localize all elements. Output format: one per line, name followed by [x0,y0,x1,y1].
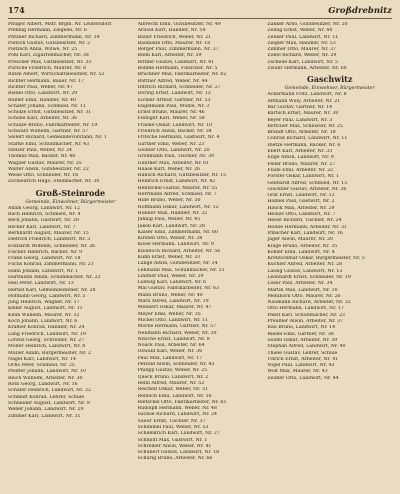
directory-entry: Noack Paul, Arbeiter, Nr. 64 [137,343,205,349]
directory-entry: Köhler Emil, Landwirt, Nr. 4 [267,249,335,255]
directory-entry: Lehmann Max, Schuhmacher, Nr. 51 [137,267,225,273]
entry-list [267,22,392,72]
directory-entry: Heinrich Ernst, Landwirt, Nr. 42 [137,179,216,185]
directory-entry: Thomas Max, Bäcker, Nr. 48 [8,154,76,160]
directory-entry: Günther Max, Arbeiter, Nr. 61 [137,160,210,166]
directory-entry: Bach Heinrich, Schmied, Nr. 4 [8,212,81,218]
directory-entry: Altmann Willy, Arbeiter, Nr. 21 [267,98,341,104]
directory-entry: Conrad Richard, Landwirt, Nr. 11 [267,136,348,142]
directory-entry: Schimmel Paul, Weber, Nr. 53 [137,425,209,430]
directory-entry: Reichelt Oskar, Weber, Nr. 31 [137,387,208,393]
directory-entry: Hauck Max, Arbeiter, Nr. 29 [267,205,335,211]
directory-entry: Ebert Karl, Arbeiter, Nr. 33 [267,149,333,155]
directory-entry: Lindner Paul, Weber, Nr. 29 [137,273,204,279]
directory-entry: Höhne Hermann, Arbeiter, Nr. 31 [267,224,347,230]
directory-entry: Müller Adam, Bürgermeister, Nr. 2 [8,350,91,356]
directory-entry: Pflüger Albert, Mstr. Brgm. Nr. Leutersdorf [8,22,112,27]
directory-entry: Oswald Karl, Weber, Nr. 36 [137,349,203,355]
directory-entry: Ochs Peter, Schmied, Nr. 25 [8,363,75,369]
directory-entry: Herrmann Alfred, Schmied, Nr. 7 [137,192,217,198]
directory-entry: Friedrich Alwin, Bäcker, Nr. 34 [137,129,212,135]
directory-entry: Adam Georg, Landwirt, Nr. 12 [8,205,80,211]
directory-entry: Hübner Max, Händler, Nr. 32 [137,210,208,216]
directory-entry: Krämer Konrad, Händler, Nr. 24 [8,325,85,331]
directory-entry: Feller Bruno, Maurer, Nr. 27 [267,161,336,167]
directory-entry: Sauer Ernst, Tischler, Nr. 37 [137,418,206,424]
directory-entry: Arnold Kurt, Händler, Nr. 54 [137,28,206,34]
directory-entry: Förster Oskar, Landwirt, Nr. 1 [267,174,340,180]
directory-entry: Philipp Gustav, Weber, Nr. 25 [137,368,208,374]
directory-entry: Bernhardt August, Maurer, Nr. 15 [8,230,89,236]
directory-entry: Richter Hermann, Bauer, Nr. 17 [8,78,84,84]
directory-entry: Schwarz Wilhelm, Gärtner, Nr. 57 [8,129,89,135]
directory-entry: Irmscher Karl, Landwirt, Nr. 16 [267,230,343,236]
directory-entry: Bär Gustav, Gärtner, Nr. 14 [267,104,333,110]
directory-entry: Pfitzner Richard, Zimmermann, Nr. 14 [8,34,100,40]
directory-entry: Hentschel Gustav, Maurer, Nr. 55 [137,185,218,191]
directory-entry: Löser Paul, Arbeiter, Nr. 34 [267,281,333,287]
directory-entry: Büttner Alfred, Weber, Nr. 44 [137,78,208,84]
directory-entry: Zänker Arno, Gutsbesitzer, Nr. 20 [267,22,348,27]
directory-entry: Ziegler Max, Händler, Nr. 53 [267,40,336,46]
entry-list [267,92,392,382]
directory-entry: Möller Heinrich, Landwirt, Nr. 8 [8,344,86,350]
directory-entry: Herbst Karl, Gemeindediener, Nr. 28 [8,287,96,293]
directory-entry: Rätze Albert, Wirtschaftsbesitzer, Nr. 52 [8,72,105,78]
directory-entry: Albrecht Emil, Gutsbesitzer, Nr. 49 [137,22,221,27]
column-3 [267,22,392,492]
directory-entry: Hoffmann Oskar, Landwirt, Nr. 12 [137,204,219,210]
directory-entry: Queck Bruno, Landwirt, Nr. 2 [137,374,209,380]
directory-entry: Brandt Otto, Arbeiter, Nr. 18 [267,130,336,136]
directory-entry: Richter Paul, Weber, Nr. 47 [8,84,73,90]
directory-entry: Zscheile Karl, Landwirt, Nr. 5 [267,59,339,65]
directory-entry: Frank Georg, Landwirt, Nr. 18 [8,256,81,262]
directory-entry: Otto Hermann, Landwirt, Nr. 17 [267,306,344,312]
column-2 [138,22,263,492]
directory-entry: Pietsch Gustav, Gutsbesitzer, Nr. 2 [8,40,91,46]
directory-entry: Eckhardt Wilhelm, Schneider, Nr. 26 [8,243,96,249]
directory-entry: Ackermann Fritz, Landwirt, Nr. 8 [267,92,347,98]
directory-entry: Pabst Karl, Schuhmacher, Nr. 23 [267,312,345,318]
directory-entry: Dittrich Richard, Schneider, Nr. 27 [137,84,221,90]
directory-entry: Naumann Richard, Arbeiter, Nr. 32 [267,300,351,306]
directory-entry: Heinze Otto, Landwirt, Nr. 7 [267,212,336,218]
columns [8,22,392,492]
page-running-title: Großdrebnitz [328,6,392,16]
directory-entry: Pursche Friedrich, Maurer, Nr. 8 [8,66,86,72]
section-subtitle: Gemeinde, Einwohner, Bürgermeister [25,199,116,205]
directory-entry: Kirsten Otto, Weber, Nr. 38 [137,236,203,242]
directory-entry: Schäfer Heinrich, Landwirt, Nr. 22 [8,388,91,394]
section-title: Groß-Steinrode [35,187,106,198]
directory-entry: Klein Wilhelm, Maurer, Nr. 32 [8,312,80,318]
directory-entry: Grohmann Paul, Tischler, Nr. 39 [137,154,214,160]
directory-entry: Rößler Emil, Händler, Nr. 40 [8,97,76,103]
directory-entry: Baumann Otto, Maurer, Nr. 18 [137,40,211,46]
directory-entry: Riedel Emil, Gärtner, Nr. 38 [267,331,334,337]
directory-entry: Zimmer Otto, Maurer, Nr. 37 [267,47,337,53]
directory-entry: Nagel Karl, Landwirt, Nr. 14 [8,356,76,362]
section-subtitle: Gemeinde, Einwohner, Bürgermeister [284,86,375,92]
directory-entry: Mai Gustav, Fabrikarbeiter, Nr. 63 [137,286,219,292]
directory-entry: Gebhardt Alfred, Schmied, Nr. 15 [267,180,348,186]
directory-entry: Geißler Otto, Landwirt, Nr. 20 [137,147,210,153]
directory-entry: Jung Heinrich, Wagner, Nr. 17 [8,300,80,306]
directory-entry: Mörbe Hermann, Gärtner, Nr. 57 [137,324,217,330]
directory-entry: Paul Max, Landwirt, Nr. 17 [137,355,202,361]
directory-entry: Kluge Bruno, Arbeiter, Nr. 35 [267,243,338,249]
directory-entry: Eichler Arthur, Gärtner, Nr. 53 [137,97,211,103]
directory-entry: Preußler Alwin, Arbeiter, Nr. 37 [267,319,344,325]
directory-entry: Seidel Oskar, Arbeiter, Nr. 39 [267,337,338,343]
directory-entry: Bauer Friedrich, Weber, Nr. 21 [137,34,212,40]
directory-entry: Jäger Alwin, Maurer, Nr. 20 [267,237,334,243]
directory-entry: Heil Peter, Landwirt, Nr. 13 [8,281,74,287]
directory-entry: Schulze Bruno, Fabrikarbeiter, Nr. 19 [8,122,98,128]
directory-entry: Roth Georg, Landwirt, Nr. 16 [8,382,78,388]
directory-entry: Jakob Karl, Landwirt, Nr. 28 [137,223,205,229]
directory-entry: Böhme Hermann, Fleischer, Nr. 5 [137,66,218,72]
directory-entry: Mehlhorn Otto, Maurer, Nr. 26 [267,293,341,299]
directory-entry: Brückner Max, Fabrikarbeiter, Nr. 62 [137,72,227,78]
directory-entry: Kretzschmar Oskar, Bürgermeister, Nr. 5 [267,256,365,262]
directory-entry: Knobloch Richard, Arbeiter, Nr. 56 [137,248,221,254]
column-1 [8,22,133,492]
directory-entry: Lange Alwin, Gutsbesitzer, Nr. 14 [137,261,218,267]
directory-entry: Hartmann Adam, Schuhmacher, Nr. 23 [8,274,101,280]
directory-entry: Fritsche Hermann, Gastwirt, Nr. 4 [137,135,220,141]
directory-entry: Thiele Gustav, Lehrer, Schule [267,350,338,356]
directory-entry: Schneider August, Landwirt, Nr. 9 [8,400,90,406]
entry-list [8,22,133,186]
directory-entry: Zobel Richard, Weber, Nr. 29 [267,53,337,59]
directory-entry: Nitsche Ernst, Landwirt, Nr. 8 [137,336,210,342]
directory-entry: Starke Emil, Schuhmacher, Nr. 43 [8,141,90,147]
entry-list [8,206,133,420]
directory-entry: Michel Otto, Landwirt, Nr. 11 [137,317,209,323]
directory-entry: Koch Johann, Landwirt, Nr. 6 [8,319,78,325]
directory-entry: Ernst Bruno, Maurer, Nr. 46 [137,110,205,116]
directory-entry: Lorenz Georg, Schreiner, Nr. 27 [8,337,85,343]
directory-entry: Rudolph Hermann, Weber, Nr. 48 [137,406,217,412]
directory-entry: Berger Paul, Zimmermann, Nr. 37 [137,47,219,53]
directory-entry: Flade Emil, Arbeiter, Nr. 22 [267,167,334,173]
directory-entry: Schöne Karl, Arbeiter, Nr. 36 [8,116,78,122]
directory-entry: Ludwig Karl, Landwirt, Nr. 6 [137,280,207,286]
directory-entry: Böttcher Max, Schlosser, Nr. 25 [267,123,343,129]
directory-entry: Kaiser Emil, Zimmermann, Nr. 60 [137,229,218,235]
directory-entry: Schreiber Alwin, Weber, Nr. 41 [137,443,212,449]
directory-entry: Glöckner Gustav, Arbeiter, Nr. 36 [267,186,347,192]
directory-entry: Franke Oskar, Landwirt, Nr. 10 [137,122,212,128]
directory-entry: Zeibig Ernst, Weber, Nr. 44 [267,28,333,34]
directory-entry: Klose Hermann, Landwirt, Nr. 9 [137,242,214,248]
directory-entry: Ullrich Ernst, Arbeiter, Nr. 41 [267,356,339,362]
directory-entry: Dietze Hermann, Bäcker, Nr. 6 [267,142,341,148]
directory-entry: Meyer Emil, Weber, Nr. 35 [137,311,201,317]
directory-entry: Fiebiger Karl, Weber, Nr. 58 [137,116,205,122]
directory-entry: Beyer Paul, Landwirt, Nr. 3 [267,117,333,123]
directory-entry: Riedel Otto, Landwirt, Nr. 29 [8,91,78,97]
directory-entry: Rau Bruno, Landwirt, Nr. 14 [267,325,336,331]
section-title: Gaschwitz [306,74,353,85]
directory-entry: Schubert Gustav, Landwirt, Nr. 18 [137,450,220,456]
directory-entry: Vogel Paul, Landwirt, Nr. 42 [267,363,335,369]
directory-entry: Hähnel Paul, Gastwirt, Nr. 2 [267,199,335,205]
directory-entry: Bartsch Ernst, Maurer, Nr. 30 [267,111,339,117]
directory-entry: Rentsch Emil, Landwirt, Nr. 16 [137,393,212,399]
directory-entry: Enge Alwin, Landwirt, Nr. 9 [267,155,334,161]
directory-entry: Reich Wilhelm, Arbeiter, Nr. 30 [8,375,83,381]
directory-entry: Walter Alwin, Gutsbesitzer, Nr. 22 [8,166,89,172]
directory-entry: Biehl Karl, Arbeiter, Nr. 59 [137,53,202,59]
directory-entry: Petzold Alwin, Schneider, Nr. 43 [137,362,215,368]
directory-entry: Mann Bruno, Weber, Nr. 40 [137,292,203,298]
page-number: 174 [8,5,25,15]
directory-entry: Leonhardt Ernst, Schneider, Nr. 19 [267,274,351,280]
directory-entry: Rehn Alfred, Maurer, Nr. 52 [137,380,205,386]
directory-entry: Zwahr Hermann, Arbeiter, Nr. 60 [267,66,347,72]
directory-entry: Bittner Gustav, Landwirt, Nr. 41 [137,59,215,65]
directory-entry: Jähnig Paul, Weber, Nr. 45 [137,217,201,223]
directory-entry: Weise Otto, Schneider, Nr. 16 [8,173,79,179]
directory-entry: Hahn Johann, Landwirt, Nr. 1 [8,268,79,274]
directory-entry: Pohl Karl, Zigarrenmacher, Nr. 38 [8,53,89,59]
directory-entry: Mehnert Oskar, Maurer, Nr. 47 [137,305,212,311]
directory-entry: Rietschel Otto, Fabrikarbeiter, Nr. 65 [137,399,227,405]
directory-entry: Zschiedrich Hugo, Stellmacher, Nr. 30 [8,179,100,185]
directory-entry: Fischer Heinrich, Bäcker, Nr. 9 [8,249,83,255]
directory-entry: Dietrich Friedrich, Landwirt, Nr. 3 [8,237,91,243]
directory-entry: Pietzsch Anna, Witwe, Nr. 25 [8,47,78,53]
directory-entry: Wolf Max, Maurer, Nr. 43 [267,369,328,375]
directory-entry: Döring Ernst, Landwirt, Nr. 13 [137,91,211,97]
directory-entry: Graf Ernst, Landwirt, Nr. 12 [267,193,335,199]
directory-entry: Schäfer Johann, Schmied, Nr. 11 [8,103,86,109]
directory-entry: Pfennig Hermann, Ziegelei, Nr. 6 [8,28,87,34]
directory-entry: Pfeiffer Johann, Landwirt, Nr. 10 [8,369,86,375]
directory-entry: Schurig Bruno, Arbeiter, Nr. 66 [137,456,213,462]
directory-entry: Scholze Ernst, Gutsbesitzer, Nr. 31 [8,110,92,116]
directory-entry: Hille Bruno, Weber, Nr. 50 [137,198,201,204]
entry-list [138,22,263,463]
directory-entry: Zeidler Otto, Landwirt, Nr. 44 [267,375,339,381]
directory-entry: Stelzer Paul, Weber, Nr. 24 [8,147,73,153]
directory-entry: Lässig Gustav, Landwirt, Nr. 13 [267,268,343,274]
directory-entry: Lang Friedrich, Landwirt, Nr. 19 [8,331,86,337]
directory-entry: Seifert Richard, Gemeindevorstand, Nr. 1 [8,135,107,141]
directory-entry: Engelmann Paul, Mühle, Nr. 3 [137,103,210,109]
directory-entry: Weber Johann, Landwirt, Nr. 29 [8,407,84,413]
directory-entry: Schlenkrich Karl, Landwirt, Nr. 27 [137,431,220,437]
directory-entry: Fuchs Konrad, Zimmermann, Nr. 21 [8,262,94,268]
page-header [8,5,392,19]
directory-entry: Hänsch Richard, Gutsbesitzer, Nr. 15 [137,173,227,179]
directory-entry: Wagner Gustav, Maurer, Nr. 35 [8,160,82,166]
directory-entry: Marx Alfred, Landwirt, Nr. 19 [137,299,209,305]
directory-entry: Sachse Richard, Landwirt, Nr. 24 [137,412,217,418]
directory-entry: Schmidt Konrad, Lehrer, Schule [8,394,85,400]
directory-entry: Hofmann Georg, Landwirt, Nr. 5 [8,293,86,299]
directory-entry: Stephan Alfred, Landwirt, Nr. 40 [267,344,346,350]
directory-entry: Beck Johann, Gastwirt, Nr. 20 [8,218,79,224]
directory-entry: Gärtner Emil, Weber, Nr. 23 [137,141,205,147]
directory-entry: Becker Karl, Landwirt, Nr. 7 [8,224,76,230]
directory-entry: Neumann Richard, Weber, Nr. 30 [137,330,217,336]
directory-entry: Schmidt Max, Gastwirt, Nr. 1 [137,437,208,443]
directory-entry: Keller August, Landwirt, Nr. 11 [8,306,83,312]
directory-entry: Haase Kurt, Weber, Nr. 26 [137,166,201,172]
directory-entry: Zenker Paul, Landwirt, Nr. 11 [267,34,339,40]
directory-entry: Küchler Alfred, Arbeiter, Nr. 28 [267,262,343,268]
directory-entry: Martin Max, Landwirt, Nr. 10 [267,287,338,293]
directory-entry: Prescher Max, Gutsbesitzer, Nr. 33 [8,59,92,65]
directory-entry: Zimmer Karl, Landwirt, Nr. 31 [8,413,81,419]
directory-entry: Kühn Ernst, Weber, Nr. 33 [137,254,201,260]
directory-entry: Hesse Richard, Tischler, Nr. 24 [267,218,342,224]
